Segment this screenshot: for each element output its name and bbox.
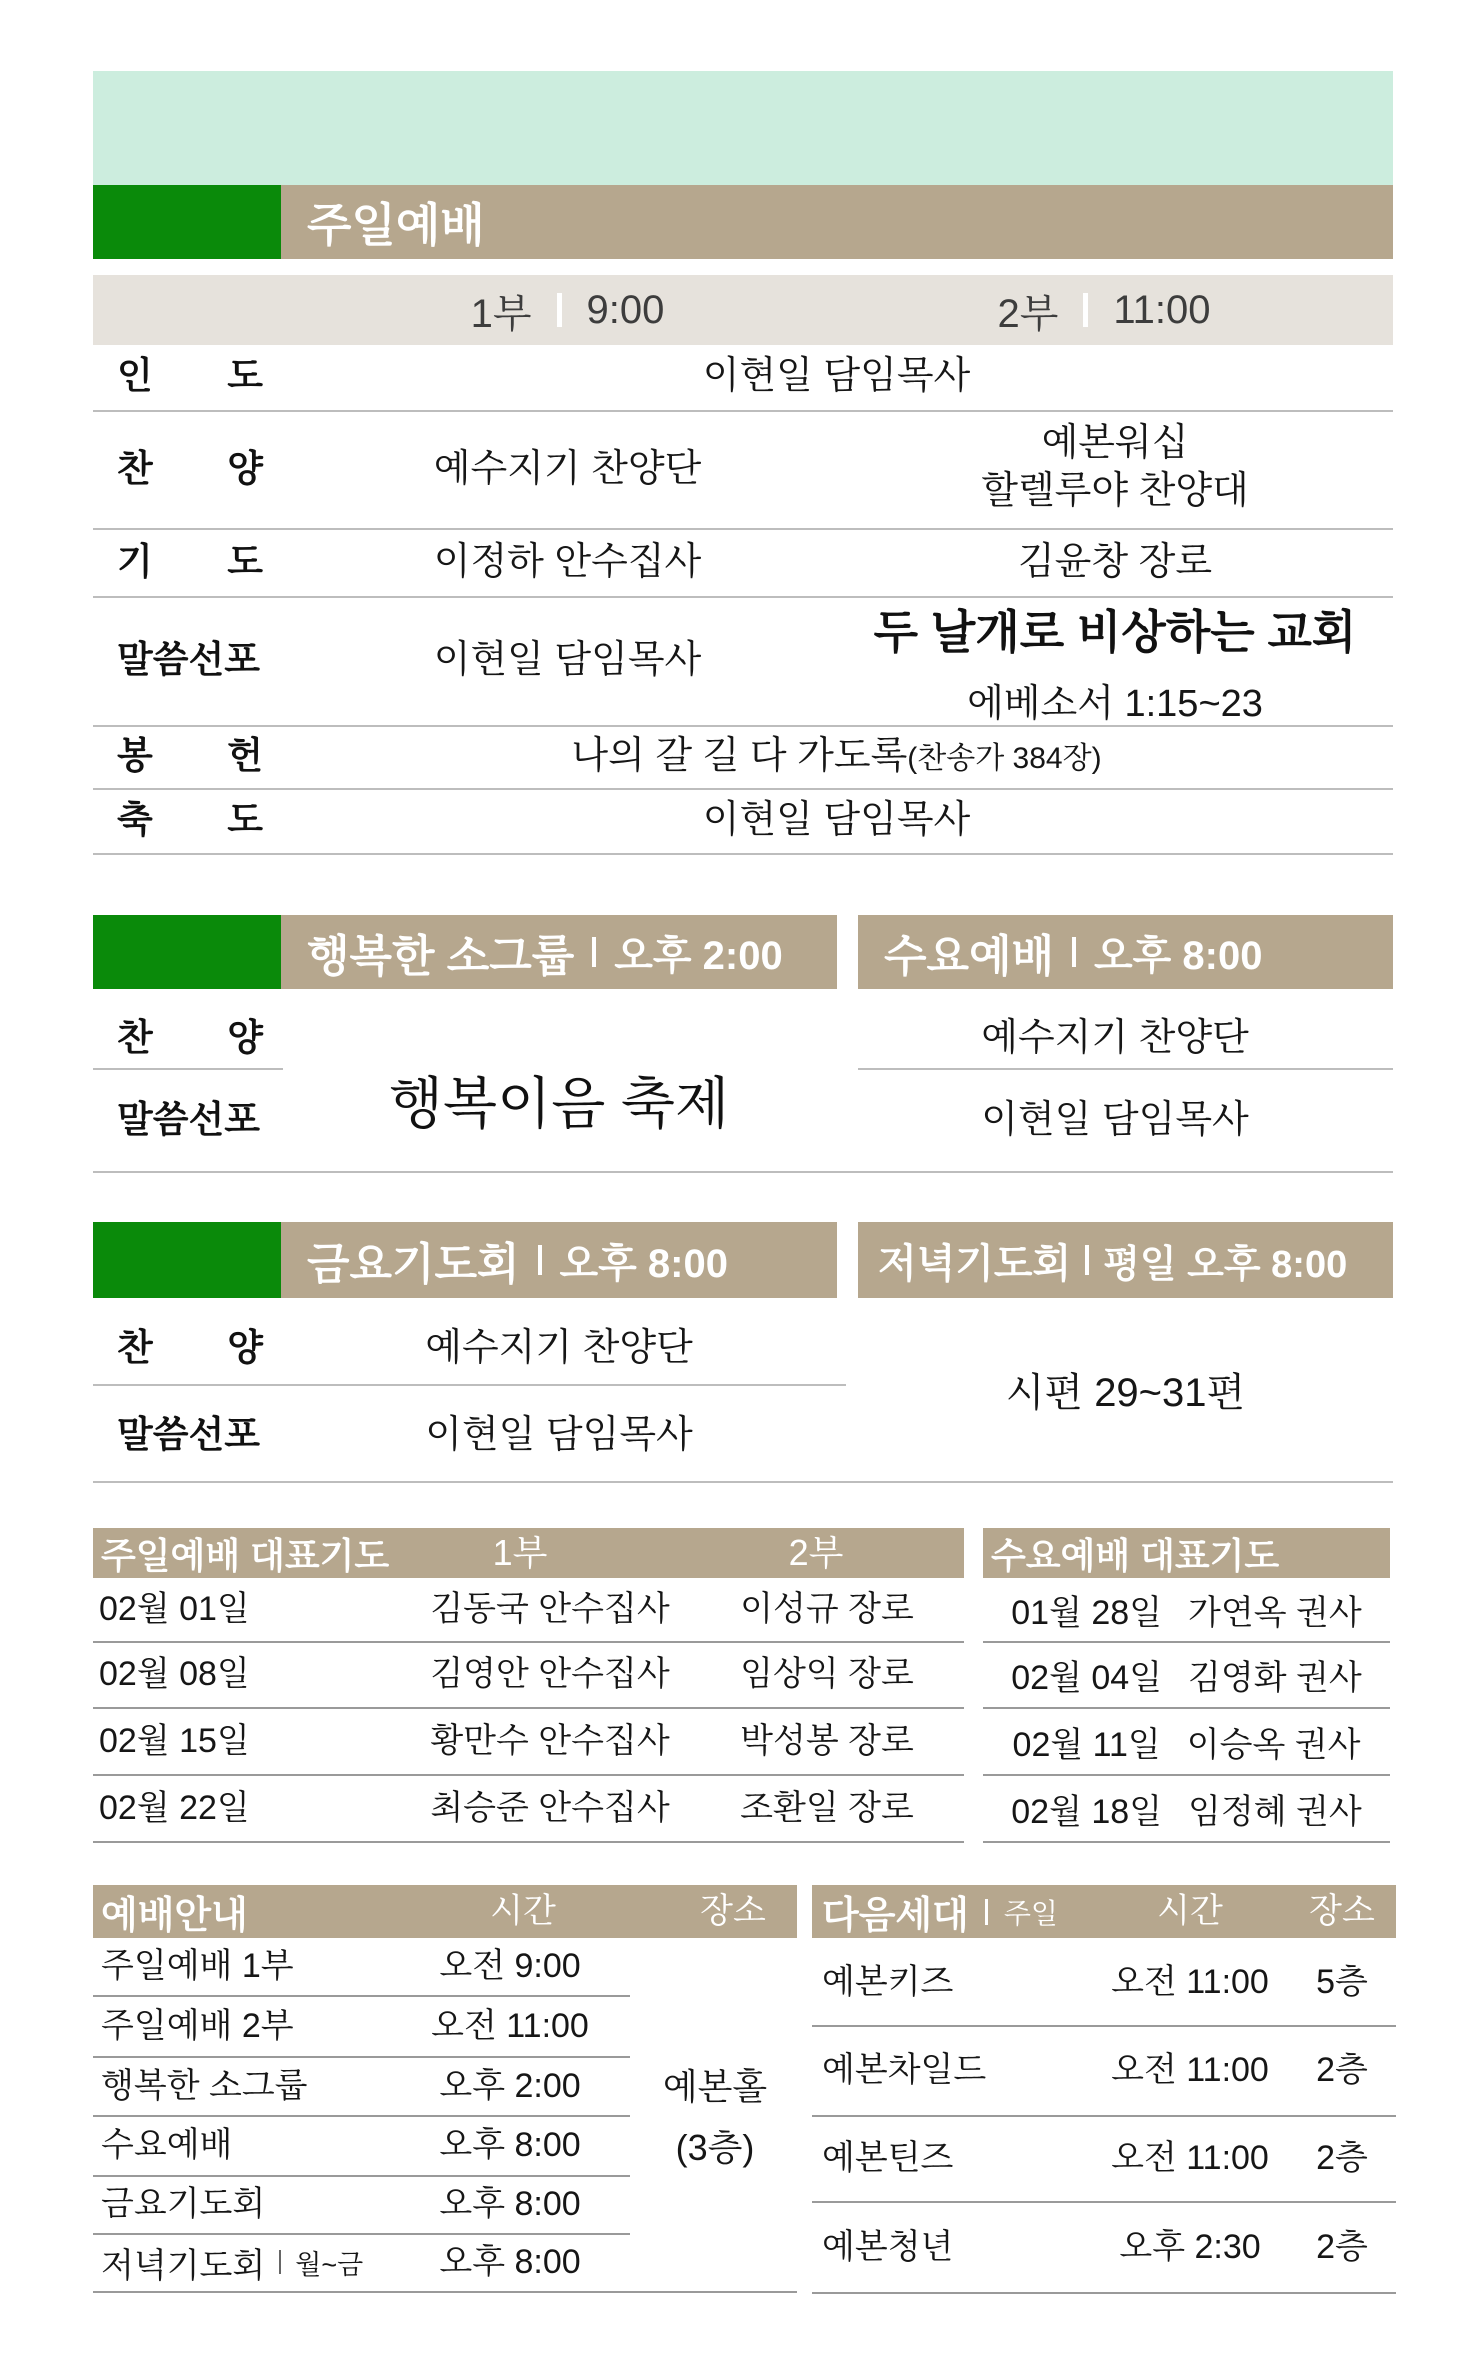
sunday-service-title: 주일예배 xyxy=(307,199,485,251)
prayer-name-1: 최승준 안수집사 xyxy=(430,1789,670,1827)
divider xyxy=(812,2115,1396,2117)
small-group-event: 행복이음 축제 xyxy=(388,1072,730,1135)
green-accent-smallgroup xyxy=(93,915,281,989)
separator-bar-icon xyxy=(1085,1245,1089,1275)
prayer-date: 02월 18일 xyxy=(1011,1792,1163,1831)
col-head-part1: 1부 xyxy=(492,1532,548,1573)
sermon-info xyxy=(845,604,1385,725)
offering-song xyxy=(280,736,1393,776)
service-2-time xyxy=(835,275,1373,345)
nextgen-time: 오전 11:00 xyxy=(1111,1963,1269,2001)
wednesday-praise: 예수지기 찬양단 xyxy=(981,1017,1249,1059)
service-place xyxy=(630,2040,800,2190)
divider xyxy=(93,1068,283,1070)
divider xyxy=(93,1774,964,1776)
row-label-offering: 봉 헌 xyxy=(117,735,263,776)
service-place-line1: 예본홀 xyxy=(662,2066,768,2107)
friday-title: 금요기도회 xyxy=(307,1240,520,1289)
divider xyxy=(93,2056,630,2058)
service-time: 오후 8:00 xyxy=(439,2243,581,2281)
leading-value: 이현일 담임목사 xyxy=(702,355,971,397)
prayer-date: 02월 11일 xyxy=(1012,1725,1161,1764)
sermon-scripture: 에베소서 1:15~23 xyxy=(967,682,1263,725)
nextgen-place: 2층 xyxy=(1316,2139,1368,2177)
nextgen-place: 2층 xyxy=(1316,2051,1368,2089)
prayer-name-2: 박성봉 장로 xyxy=(740,1722,914,1760)
nextgen-time: 오전 11:00 xyxy=(1111,2139,1269,2177)
sunday-prayer-table-title: 주일예배 대표기도 xyxy=(101,1534,390,1576)
row-label-benediction: 축 도 xyxy=(117,799,263,840)
row-label-leading: 인 도 xyxy=(117,355,263,396)
service-name: 수요예배 xyxy=(101,2126,233,2164)
friday-time: 오후 8:00 xyxy=(559,1241,728,1286)
service-name: 주일예배 1부 xyxy=(101,1947,294,1985)
separator-bar-icon xyxy=(592,937,596,967)
divider xyxy=(93,1171,1393,1173)
service-name: 금요기도회 xyxy=(101,2185,266,2223)
next-gen-title: 다음세대 xyxy=(822,1895,969,1937)
divider xyxy=(812,2292,1396,2294)
nextgen-name: 예본키즈 xyxy=(822,1963,954,2001)
wed-prayer-row xyxy=(983,1723,1390,1764)
sunday-service-header xyxy=(281,185,1393,259)
praise-part1: 예수지기 찬양단 xyxy=(433,448,702,490)
evening-scripture xyxy=(858,1298,1393,1481)
wed-prayer-table-title: 수요예배 대표기도 xyxy=(991,1534,1280,1576)
divider xyxy=(93,725,1393,727)
row-label-prayer: 기 도 xyxy=(117,541,263,582)
nextgen-place: 2층 xyxy=(1316,2228,1368,2266)
separator-bar-icon xyxy=(985,1899,988,1925)
service-1-part-label: 1부 xyxy=(470,291,532,336)
service-name: 주일예배 2부 xyxy=(101,2007,294,2045)
divider xyxy=(93,1707,964,1709)
small-group-title: 행복한 소그룹 xyxy=(307,932,575,981)
service-time: 오후 8:00 xyxy=(439,2126,581,2164)
row-label-sermon: 말씀선포 xyxy=(117,1414,260,1455)
divider xyxy=(983,1774,1390,1776)
sermon-title: 두 날개로 비상하는 교회 xyxy=(873,605,1357,658)
separator-bar-icon xyxy=(557,293,562,327)
divider xyxy=(858,1068,1393,1070)
nextgen-time: 오전 11:00 xyxy=(1111,2051,1269,2089)
service-1-time-value: 9:00 xyxy=(586,287,665,332)
prayer-name: 임정혜 권사 xyxy=(1188,1792,1362,1831)
green-accent-sunday xyxy=(93,185,281,259)
divider xyxy=(93,2115,630,2117)
service-2-part-label: 2부 xyxy=(997,291,1059,336)
wed-prayer-table-header xyxy=(983,1528,1390,1578)
prayer-date: 01월 28일 xyxy=(1011,1593,1163,1632)
offering-song-note: (찬송가 384장) xyxy=(907,742,1102,775)
green-accent-friday xyxy=(93,1222,281,1298)
service-place-line2: (3층) xyxy=(675,2127,755,2168)
nextgen-name: 예본청년 xyxy=(822,2228,954,2266)
prayer-date: 02월 22일 xyxy=(99,1789,250,1827)
separator-bar-icon xyxy=(1083,293,1088,327)
separator-bar-icon xyxy=(1072,937,1076,967)
service-name: 저녁기도회 xyxy=(101,2246,266,2285)
evening-scripture-text: 시편 29~31편 xyxy=(1005,1371,1246,1415)
evening-prayer-header xyxy=(858,1222,1393,1298)
prayer-name-2: 조환일 장로 xyxy=(740,1789,914,1827)
prayer-name-1: 김동국 안수집사 xyxy=(430,1590,670,1628)
top-banner xyxy=(93,71,1393,185)
praise-part2-line1: 예본워십 xyxy=(1041,422,1189,464)
praise-part2 xyxy=(845,419,1385,515)
row-label-praise: 찬 양 xyxy=(117,1327,263,1368)
prayer-date: 02월 04일 xyxy=(1011,1658,1163,1697)
divider xyxy=(93,528,1393,530)
wednesday-service-header xyxy=(858,915,1393,989)
friday-sermon: 이현일 담임목사 xyxy=(425,1414,693,1456)
divider xyxy=(812,2025,1396,2027)
prayer-name-1: 황만수 안수집사 xyxy=(430,1722,670,1760)
divider xyxy=(93,1481,1393,1483)
sermon-preacher: 이현일 담임목사 xyxy=(433,639,702,681)
col-head-part2: 2부 xyxy=(788,1532,844,1573)
divider xyxy=(983,1707,1390,1709)
col-head-place: 장소 xyxy=(1309,1892,1375,1930)
praise-part2-line2: 할렐루야 찬양대 xyxy=(981,470,1249,512)
prayer-part2: 김윤창 장로 xyxy=(1017,541,1213,583)
row-label-sermon: 말씀선포 xyxy=(117,639,260,680)
wednesday-time: 오후 8:00 xyxy=(1094,933,1263,978)
separator-bar-icon xyxy=(538,1245,542,1275)
divider xyxy=(983,1641,1390,1643)
service-1-time xyxy=(280,275,855,345)
prayer-date: 02월 15일 xyxy=(99,1722,250,1760)
next-gen-subtitle: 주일 xyxy=(1003,1897,1058,1929)
evening-time: 평일 오후 8:00 xyxy=(1103,1243,1348,1286)
nextgen-name: 예본틴즈 xyxy=(822,2139,954,2177)
prayer-name-2: 이성규 장로 xyxy=(740,1590,914,1628)
wednesday-sermon: 이현일 담임목사 xyxy=(981,1099,1249,1141)
col-head-time: 시간 xyxy=(490,1892,556,1930)
col-head-place: 장소 xyxy=(700,1892,766,1930)
offering-song-title: 나의 갈 길 다 가도록 xyxy=(571,735,908,777)
evening-title: 저녁기도회 xyxy=(878,1241,1072,1286)
service-name: 행복한 소그룹 xyxy=(101,2067,308,2105)
divider xyxy=(93,1384,846,1386)
divider xyxy=(93,788,1393,790)
divider xyxy=(93,2291,797,2293)
divider xyxy=(93,1995,630,1997)
col-head-time: 시간 xyxy=(1157,1892,1223,1930)
small-group-time: 오후 2:00 xyxy=(614,933,783,978)
service-time: 오전 9:00 xyxy=(439,1947,581,1985)
service-time: 오후 8:00 xyxy=(439,2185,581,2223)
prayer-name: 가연옥 권사 xyxy=(1188,1593,1362,1632)
prayer-part1: 이정하 안수집사 xyxy=(433,541,702,583)
row-label-sermon: 말씀선포 xyxy=(117,1099,260,1140)
service-2-time-value: 11:00 xyxy=(1113,287,1211,332)
prayer-name: 이승옥 권사 xyxy=(1186,1725,1361,1764)
divider xyxy=(93,1841,964,1843)
nextgen-place: 5층 xyxy=(1316,1963,1368,2001)
small-group-header xyxy=(281,915,837,989)
prayer-name-2: 임상익 장로 xyxy=(740,1655,914,1693)
friday-praise: 예수지기 찬양단 xyxy=(425,1327,693,1369)
divider xyxy=(93,1641,964,1643)
divider xyxy=(93,2175,630,2177)
prayer-name: 김영화 권사 xyxy=(1188,1658,1362,1697)
service-name-evening xyxy=(101,2244,364,2285)
divider xyxy=(812,2201,1396,2203)
prayer-date: 02월 01일 xyxy=(99,1590,250,1628)
service-days-note: 월~금 xyxy=(295,2249,364,2280)
nextgen-time: 오후 2:30 xyxy=(1119,2228,1261,2266)
wednesday-title: 수요예배 xyxy=(884,932,1055,981)
wed-prayer-row xyxy=(983,1790,1390,1831)
service-time: 오전 11:00 xyxy=(431,2007,589,2045)
prayer-name-1: 김영안 안수집사 xyxy=(430,1655,670,1693)
separator-bar-icon xyxy=(279,2250,281,2274)
wed-prayer-row xyxy=(983,1591,1390,1632)
service-info-title: 예배안내 xyxy=(101,1895,248,1937)
divider xyxy=(93,853,1393,855)
nextgen-name: 예본차일드 xyxy=(822,2051,987,2089)
divider xyxy=(983,1841,1390,1843)
wed-prayer-row xyxy=(983,1656,1390,1697)
row-label-praise: 찬 양 xyxy=(117,448,263,489)
prayer-date: 02월 08일 xyxy=(99,1655,250,1693)
service-times-bar xyxy=(93,275,1393,345)
benediction-value: 이현일 담임목사 xyxy=(702,799,971,841)
divider xyxy=(93,2233,630,2235)
divider xyxy=(93,410,1393,412)
service-time: 오후 2:00 xyxy=(439,2067,581,2105)
row-label-praise: 찬 양 xyxy=(117,1017,263,1058)
friday-prayer-header xyxy=(281,1222,837,1298)
